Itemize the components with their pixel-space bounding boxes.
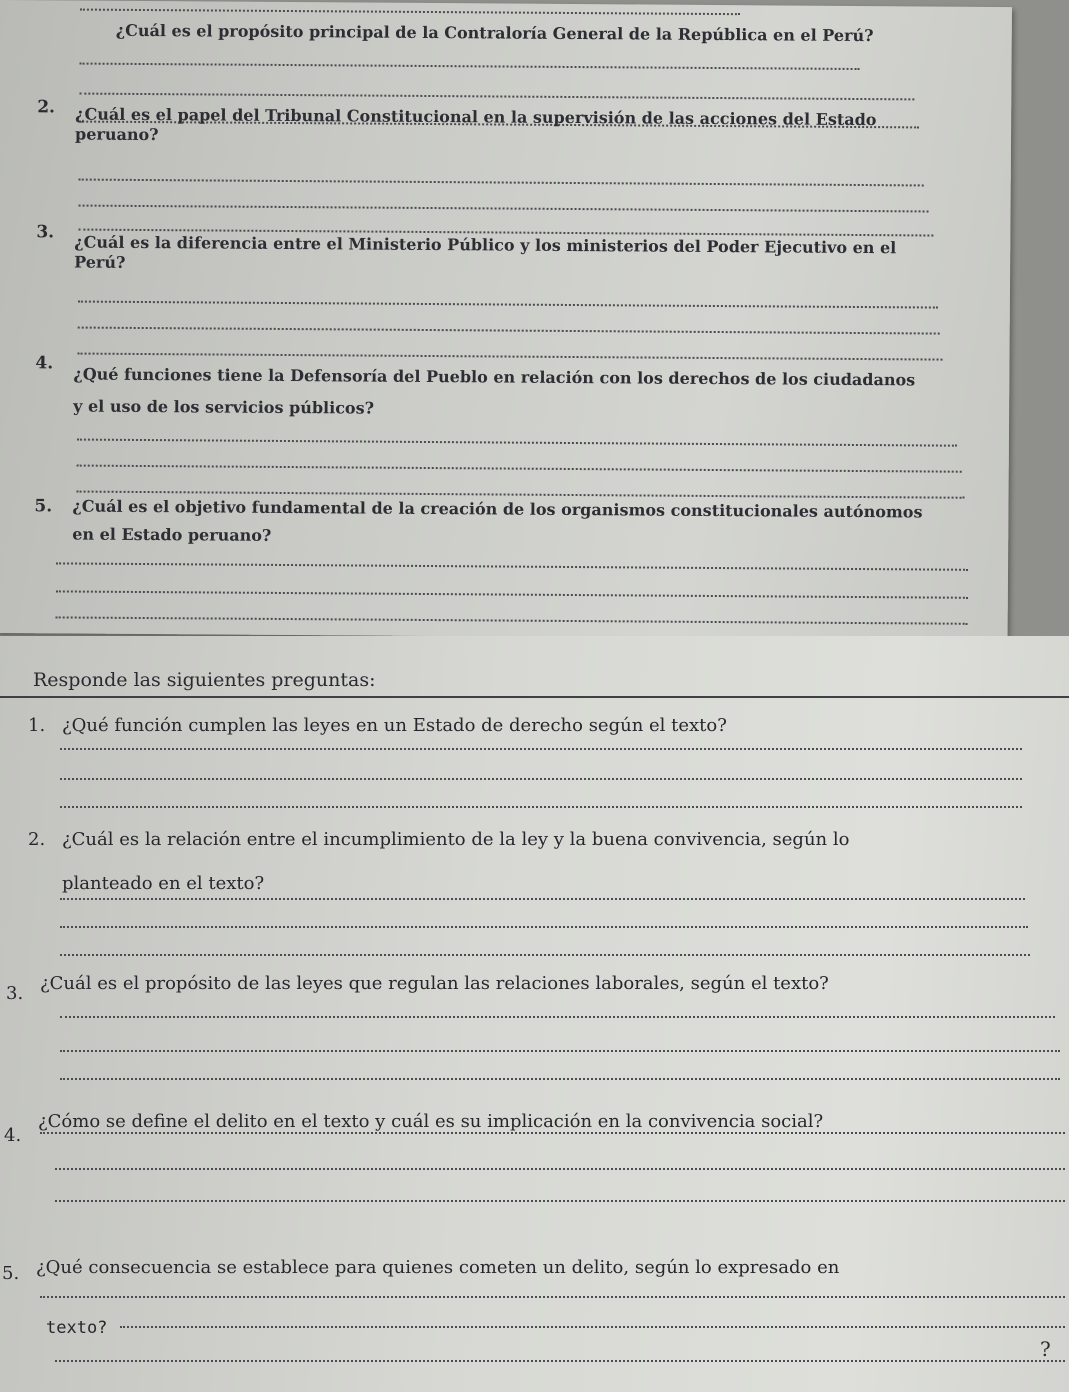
handwritten-question-mark: ? [1040,1337,1051,1361]
answer-line[interactable] [60,898,1025,900]
question-3-text: ¿Cuál es la diferencia entre el Ministerio Público y los ministerios del Poder Ejecutivo en el [74,232,897,258]
answer-line[interactable] [60,778,1022,780]
question-2-text: ¿Cuál es el papel del Tribunal Constitucional en la supervisión de las acciones del Estado [75,104,877,130]
answer-line[interactable] [60,1078,1060,1080]
answer-line[interactable] [78,353,943,361]
answer-line[interactable] [60,748,1022,750]
answer-line[interactable] [79,93,914,101]
bottom-question-1-number: 1. [28,715,46,736]
answer-line[interactable] [56,562,968,570]
bottom-question-2-number: 2. [28,829,46,850]
divider [0,696,1069,698]
question-5-continuation: en el Estado peruano? [72,524,272,545]
bottom-question-5-number: 5. [2,1263,20,1284]
bottom-question-5-continuation: texto? [46,1318,108,1338]
question-3-number: 3. [36,222,55,243]
answer-line[interactable] [80,63,860,70]
question-2-number: 2. [37,97,56,118]
answer-line[interactable] [77,465,962,473]
question-4-text: ¿Qué funciones tiene la Defensoría del Pueblo en relación con los derechos de los ciudadanos [73,364,916,390]
answer-line[interactable] [78,327,940,335]
question-5-number: 5. [34,496,53,517]
question-3-continuation: Perú? [74,252,126,272]
answer-line[interactable] [56,616,968,624]
answer-line[interactable] [40,1132,1065,1134]
bottom-question-4-text: ¿Cómo se define el delito en el texto y cuál es su implicación en la convivencia social? [38,1111,824,1132]
answer-line[interactable] [60,1050,1060,1052]
answer-line[interactable] [60,806,1022,808]
answer-line[interactable] [60,1016,1055,1018]
bottom-question-3-text: ¿Cuál es el propósito de las leyes que regulan las relaciones laborales, según el texto? [40,973,829,994]
answer-line[interactable] [80,9,740,16]
answer-line[interactable] [40,1296,1065,1298]
question-2-continuation: peruano? [74,124,159,145]
answer-line[interactable] [77,439,957,447]
answer-line[interactable] [79,205,929,213]
bottom-question-1-text: ¿Qué función cumplen las leyes en un Estado de derecho según el texto? [62,715,727,736]
answer-line[interactable] [55,1360,1065,1362]
worksheet-page-top [0,0,1012,640]
question-4-number: 4. [35,353,54,374]
bottom-question-4-number: 4. [4,1125,22,1146]
bottom-question-5-text: ¿Qué consecuencia se establece para quienes cometen un delito, según lo expresado en [36,1257,840,1278]
answer-line[interactable] [60,926,1028,928]
answer-line[interactable] [60,954,1030,956]
answer-line[interactable] [56,590,968,598]
bottom-question-2-text: ¿Cuál es la relación entre el incumplimiento de la ley y la buena convivencia, según lo [62,829,850,850]
answer-line[interactable] [55,1200,1065,1202]
question-4-continuation: y el uso de los servicios públicos? [73,396,375,418]
bottom-question-2-continuation: planteado en el texto? [62,873,265,894]
answer-line[interactable] [120,1326,1065,1328]
question-1-text: ¿Cuál es el propósito principal de la Contraloría General de la República en el Perú? [115,20,874,46]
question-5-text: ¿Cuál es el objetivo fundamental de la creación de los organismos constitucionales autónomos [72,496,923,522]
bottom-question-3-number: 3. [6,983,24,1004]
answer-line[interactable] [55,1168,1065,1170]
section-heading: Responde las siguientes preguntas: [33,669,376,691]
answer-line[interactable] [78,301,938,309]
answer-line[interactable] [79,179,924,187]
